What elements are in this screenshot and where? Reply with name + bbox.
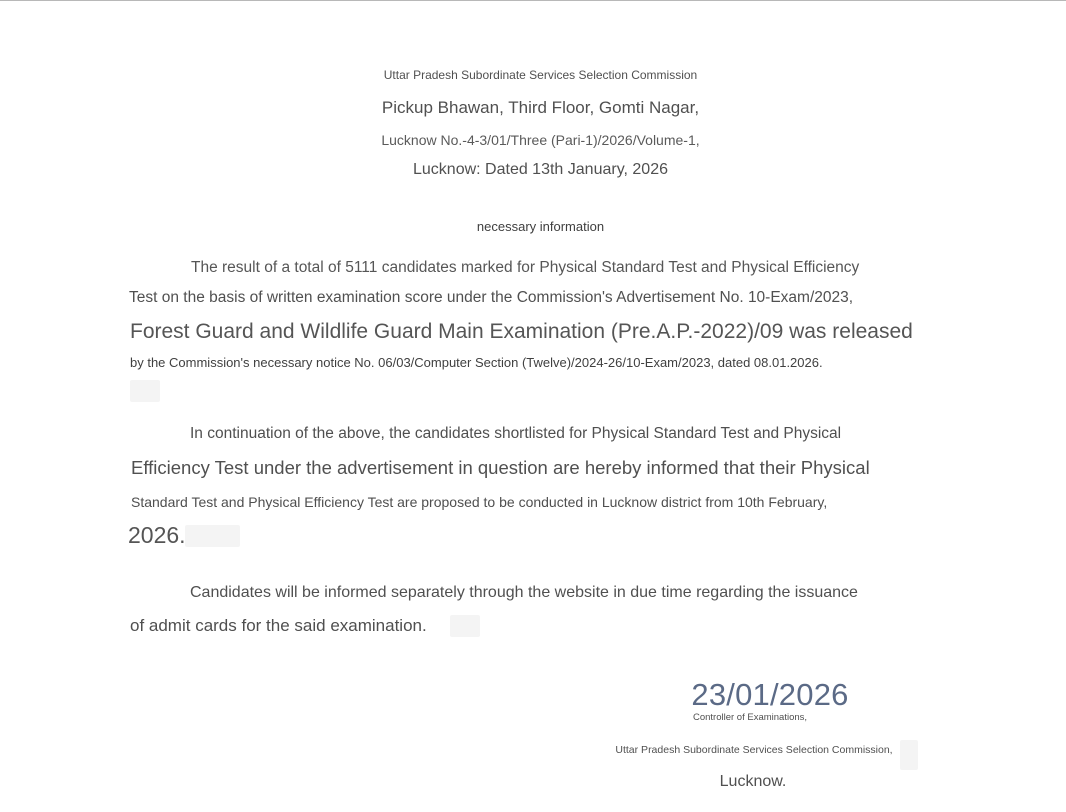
- paragraph3-line1: Candidates will be informed separately through the website in due time regarding the issuance: [190, 584, 858, 601]
- header-org: Uttar Pradesh Subordinate Services Selection Commission: [383, 68, 698, 82]
- header-ref-no: Lucknow No.-4-3/01/Three (Pari-1)/2026/Volume-1,: [381, 132, 700, 148]
- scan-smudge: [130, 380, 160, 402]
- header-address: Pickup Bhawan, Third Floor, Gomti Nagar,: [381, 98, 700, 117]
- top-border: [0, 0, 1066, 1]
- scan-smudge: [450, 615, 480, 637]
- signature-date: 23/01/2026: [691, 677, 849, 712]
- scan-smudge: [185, 525, 240, 547]
- header-dated: Lucknow: Dated 13th January, 2026: [413, 161, 668, 178]
- paragraph2-line4: 2026.: [128, 522, 186, 548]
- paragraph1-line2: Test on the basis of written examination score under the Commission's Advertisement No. 10-Exam/2023,: [129, 289, 854, 306]
- paragraph1-line1: The result of a total of 5111 candidates marked for Physical Standard Test and Physical Efficiency: [191, 259, 860, 276]
- signature-designation: Controller of Examinations,: [692, 712, 808, 723]
- paragraph2-line3: Standard Test and Physical Efficiency Test are proposed to be conducted in Lucknow district from 10th February,: [131, 494, 828, 510]
- signature-org: Uttar Pradesh Subordinate Services Selection Commission,: [615, 744, 893, 756]
- signature-place: Lucknow.: [719, 773, 787, 790]
- paragraph1-line3: Forest Guard and Wildlife Guard Main Examination (Pre.A.P.-2022)/09 was released: [130, 320, 913, 343]
- paragraph3-line2: of admit cards for the said examination.: [130, 616, 427, 635]
- paragraph2-line2: Efficiency Test under the advertisement in question are hereby informed that their Physical: [131, 457, 870, 478]
- subject-heading: necessary information: [476, 219, 605, 234]
- paragraph2-line1: In continuation of the above, the candidates shortlisted for Physical Standard Test and Physical: [190, 425, 842, 442]
- paragraph1-line4: by the Commission's necessary notice No. 06/03/Computer Section (Twelve)/2024-26/10-Exam/2023, dated 08.01.2026.: [130, 355, 823, 370]
